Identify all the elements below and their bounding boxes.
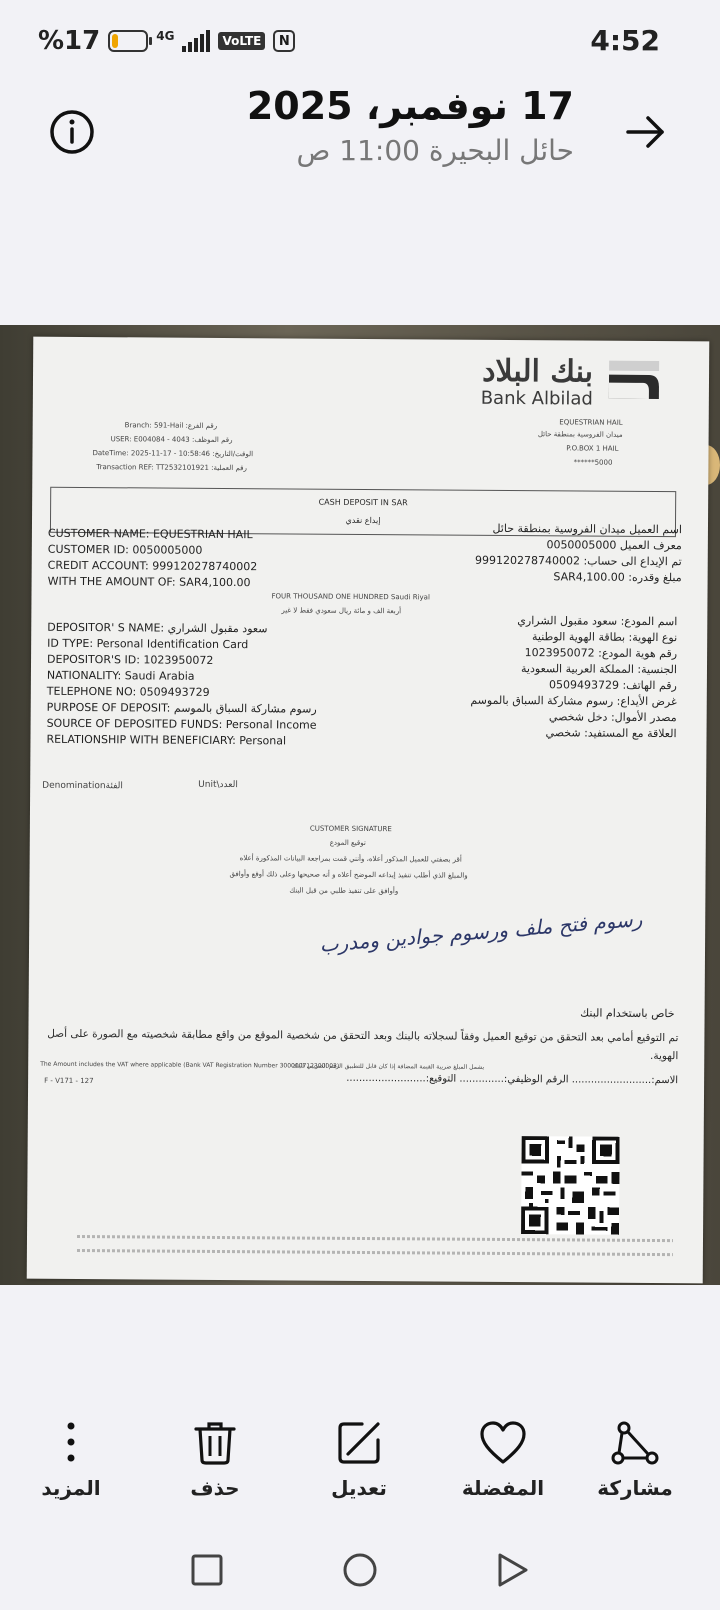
photo-header — [0, 84, 720, 194]
transaction-type-en: CASH DEPOSIT IN SAR — [318, 497, 408, 508]
depositor-field-en: NATIONALITY: Saudi Arabia — [46, 668, 195, 683]
battery-icon — [108, 30, 148, 52]
customer-field-en: CREDIT ACCOUNT: 999120278740002 — [47, 558, 258, 574]
unit-header: Unit\العدد — [198, 779, 238, 791]
status-bar — [0, 0, 720, 84]
amount-in-words-en: FOUR THOUSAND ONE HUNDRED Saudi Riyal — [271, 592, 430, 602]
edit-label: تعديل — [331, 1476, 387, 1500]
nfc-icon: N — [273, 30, 295, 52]
depositor-field-en: SOURCE OF DEPOSITED FUNDS: Personal Income — [46, 716, 317, 732]
depositor-field-en: DEPOSITOR'S ID: 1023950072 — [46, 652, 214, 667]
depositor-field-ar: مصدر الأموال: دخل شخصي — [548, 710, 677, 725]
bank-use-fields: الاسم:......................... الرقم الوظيفي:.............. التوقيع:......................... — [346, 1072, 679, 1087]
form-code: F - V171 - 127 — [44, 1076, 94, 1086]
customer-field-en: CUSTOMER NAME: EQUESTRIAN HAIL — [47, 526, 253, 542]
depositor-field-ar: العلاقة مع المستفيد: شخصي — [545, 726, 677, 741]
vat-note-ar: يشمل المبلغ ضريبة القيمة المضافة إذا كان قابل للتطبيق الرقم الضريبي للبنك — [292, 1062, 485, 1071]
favorite-button[interactable] — [448, 1420, 558, 1500]
fine-print — [77, 1249, 673, 1256]
edit-button[interactable] — [304, 1420, 414, 1500]
back-triangle-icon[interactable] — [492, 1550, 532, 1590]
delete-label: حذف — [190, 1476, 240, 1500]
photo-date: 17 نوفمبر، 2025 — [246, 84, 574, 128]
battery-percent: %17 — [38, 26, 101, 56]
depositor-field-en: PURPOSE OF DEPOSIT: رسوم مشاركة السباق بالموسم — [46, 700, 317, 716]
more-label: المزيد — [41, 1476, 101, 1500]
depositor-field-en: DEPOSITOR' S NAME: سعود مقبول الشراري — [47, 620, 268, 636]
recents-square-icon[interactable] — [187, 1550, 227, 1590]
photo-viewer[interactable] — [0, 325, 720, 1285]
customer-field-ar: مبلغ وقدره: SAR4,100.00 — [553, 570, 682, 585]
back-button[interactable] — [618, 104, 674, 160]
depositor-field-en: RELATIONSHIP WITH BENEFICIARY: Personal — [46, 732, 287, 748]
customer-field-en: WITH THE AMOUNT OF: SAR4,100.00 — [47, 574, 251, 590]
qr-code-icon — [521, 1136, 620, 1235]
receipt-meta: Branch: 591-Hail :رقم الفرع — [124, 421, 218, 430]
branch-line: ميدان الفروسية بمنطقة حائل — [537, 430, 623, 439]
edit-icon — [334, 1420, 384, 1466]
trash-icon — [190, 1420, 240, 1466]
disclaimer-line: أقر بصفتي للعميل المذكور أعلاه، وأنني قمت بمراجعة البيانات المذكورة أعلاه — [239, 854, 462, 864]
customer-field-ar: تم الإيداع الى حساب: 999120278740002 — [474, 553, 682, 569]
bank-logo-icon — [605, 357, 663, 403]
more-button[interactable] — [16, 1420, 126, 1500]
depositor-field-ar: رقم الهاتف: 0509493729 — [548, 678, 677, 693]
heart-icon — [478, 1420, 528, 1466]
customer-field-ar: اسم العميل ميدان الفروسية بمنطقة حائل — [492, 521, 683, 537]
delete-button[interactable] — [160, 1420, 270, 1500]
depositor-field-ar: رقم هوية المودع: 1023950072 — [524, 646, 678, 661]
favorite-label: المفضلة — [461, 1476, 545, 1500]
share-button[interactable] — [580, 1420, 690, 1500]
signature-label-en: CUSTOMER SIGNATURE — [309, 824, 392, 834]
depositor-field-ar: غرض الأيداع: رسوم مشاركة السباق بالموسم — [470, 693, 677, 709]
depositor-field-ar: اسم المودع: سعود مقبول الشراري — [517, 614, 678, 629]
bank-use-title: خاص باستخدام البنك — [580, 1006, 675, 1021]
photo-location-time: حائل البحيرة 11:00 ص — [296, 134, 574, 167]
branch-line: ******5000 — [573, 458, 613, 467]
volte-icon: VoLTE — [218, 32, 265, 50]
home-circle-icon[interactable] — [340, 1550, 380, 1590]
fine-print — [77, 1235, 673, 1242]
handwritten-note: رسوم فتح ملف ورسوم جوادين ومدرب — [318, 906, 644, 957]
info-button[interactable] — [44, 104, 100, 160]
customer-field-en: CUSTOMER ID: 0050005000 — [47, 542, 203, 557]
depositor-field-ar: الجنسية: المملكة العربية السعودية — [521, 662, 678, 677]
depositor-field-en: TELEPHONE NO: 0509493729 — [46, 684, 210, 699]
share-icon — [610, 1420, 660, 1466]
depositor-field-ar: نوع الهوية: بطاقة الهوية الوطنية — [531, 630, 678, 645]
bank-name-en: Bank Albilad — [480, 387, 593, 410]
network-type: 4G — [156, 29, 175, 43]
signal-icon — [182, 30, 210, 52]
transaction-type-ar: إيداع نقدي — [345, 515, 381, 526]
vat-note-en: The Amount includes the VAT where applicable (Bank VAT Registration Number 300000712300003) — [40, 1060, 340, 1070]
denomination-header: Denominationالفئة — [42, 780, 123, 792]
arrow-right-icon — [618, 104, 674, 160]
branch-line: P.O.BOX 1 HAIL — [566, 444, 619, 453]
receipt-meta: DateTime: 2025-11-17 - 10:58:46 :الوقت/التاريخ — [92, 449, 254, 459]
share-label: مشاركة — [597, 1476, 673, 1500]
bank-name-ar: بنك البلاد — [482, 353, 594, 390]
bank-use-text: تم التوقيع أمامي بعد التحقق من توقيع العميل وفقاً لسجلاته بالبنك وبعد التحقق من شخصية الموقع من واقع مطابقة شخصيته مع الصورة على أصل الهوية. — [47, 1027, 679, 1063]
deposit-receipt — [27, 337, 710, 1284]
disclaimer-line: والمبلغ الذي أطلب تنفيذ إيداعه الموضح أعلاه و أنه صحيحها وعلى ذلك أوقع وأوافق — [229, 870, 468, 880]
status-icons — [38, 26, 295, 56]
depositor-field-en: ID TYPE: Personal Identification Card — [47, 636, 249, 652]
branch-line: EQUESTRIAN HAIL — [559, 418, 623, 427]
amount-in-words-ar: أربعة الف و مائة ريال سعودي فقط لا غير — [281, 606, 402, 616]
system-nav-bar — [0, 1540, 720, 1600]
info-icon — [44, 104, 100, 160]
disclaimer-line: وأوافق على تنفيذ طلبي من قبل البنك — [289, 886, 399, 896]
customer-field-ar: معرف العميل 0050005000 — [546, 538, 682, 553]
signature-label-ar: توقيع المودع — [329, 838, 366, 847]
clock: 4:52 — [590, 24, 660, 57]
photo-toolbar — [0, 1420, 720, 1520]
more-icon — [46, 1420, 96, 1466]
receipt-meta: Transaction REF: TT2532101921 :رقم العملية — [96, 463, 247, 473]
receipt-meta: USER: E004084 - 4043 :رقم الموظف — [110, 435, 233, 445]
